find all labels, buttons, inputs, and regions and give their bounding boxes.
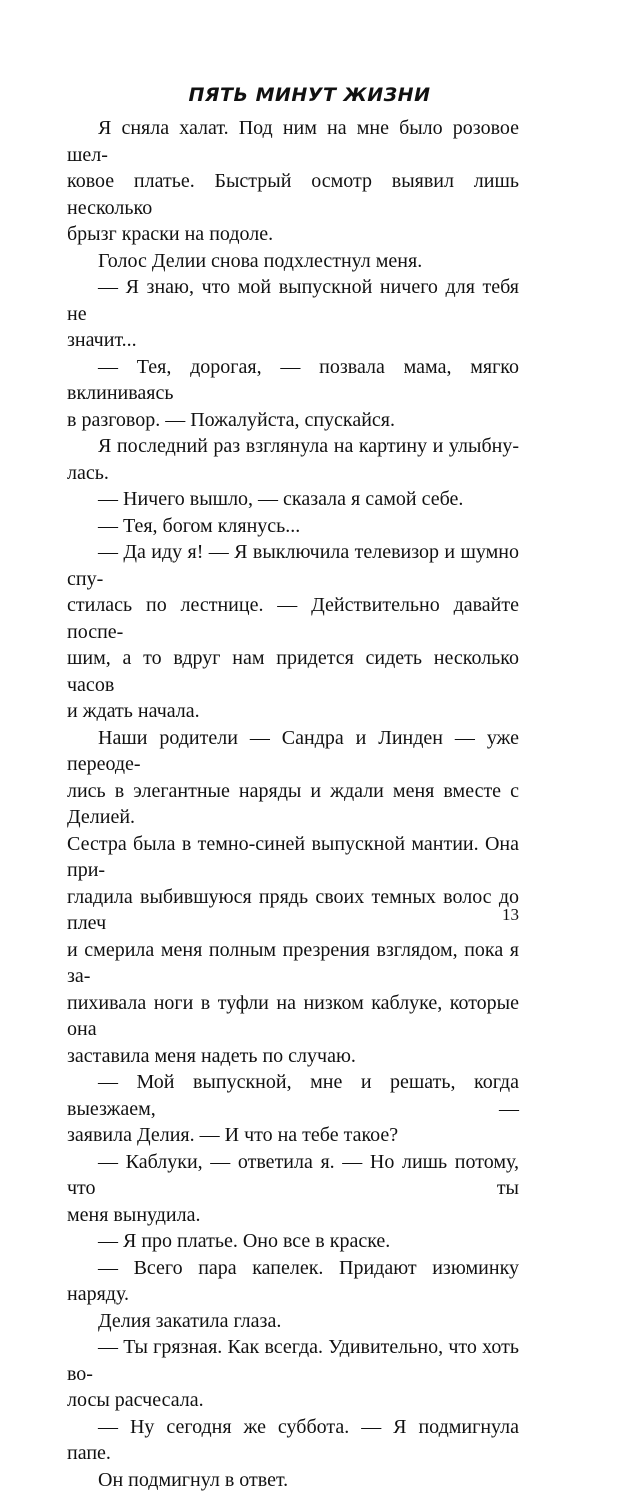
text-line: лась. xyxy=(67,460,519,487)
text-line: — Каблуки, — ответила я. — Но лишь потому, что ты xyxy=(67,1149,519,1202)
text-line: — Мой выпускной, мне и решать, когда выезжаем, — xyxy=(67,1069,519,1122)
text-line: лись в элегантные наряды и ждали меня вместе с Делией. xyxy=(67,778,519,831)
text-line: Наши родители — Сандра и Линден — уже переоде- xyxy=(67,725,519,778)
text-line: гладила выбившуюся прядь своих темных волос до плеч xyxy=(67,884,519,937)
text-line: в разговор. — Пожалуйста, спускайся. xyxy=(67,407,519,434)
text-line: Голос Делии снова подхлестнул меня. xyxy=(67,248,519,275)
text-line: и смерила меня полным презрения взглядом, пока я за- xyxy=(67,937,519,990)
text-line: — Тея, дорогая, — позвала мама, мягко вклиниваясь xyxy=(67,354,519,407)
text-line: — Всего пара капелек. Придают изюминку наряду. xyxy=(67,1255,519,1308)
body-text xyxy=(67,115,519,1493)
text-line: Я последний раз взглянула на картину и улыбну- xyxy=(67,433,519,460)
text-line: — Я знаю, что мой выпускной ничего для тебя не xyxy=(67,274,519,327)
text-line: Сестра была в темно-синей выпускной мантии. Она при- xyxy=(67,831,519,884)
text-line: заставила меня надеть по случаю. xyxy=(67,1043,519,1070)
text-line: пихивала ноги в туфли на низком каблуке, которые она xyxy=(67,990,519,1043)
text-line: брызг краски на подоле. xyxy=(67,221,519,248)
text-line: значит... xyxy=(67,327,519,354)
text-line: и ждать начала. xyxy=(67,698,519,725)
text-line: Делия закатила глаза. xyxy=(67,1308,519,1335)
text-line: — Я про платье. Оно все в краске. xyxy=(67,1228,519,1255)
text-line: ковое платье. Быстрый осмотр выявил лишь несколько xyxy=(67,168,519,221)
text-line: — Ничего вышло, — сказала я самой себе. xyxy=(67,486,519,513)
text-line: — Ну сегодня же суббота. — Я подмигнула папе. xyxy=(67,1414,519,1467)
page-number: 13 xyxy=(502,905,519,925)
text-line: — Да иду я! — Я выключила телевизор и шумно спу- xyxy=(67,539,519,592)
text-line: стилась по лестнице. — Действительно давайте поспе- xyxy=(67,592,519,645)
text-line: лосы расчесала. xyxy=(67,1387,519,1414)
running-header: ПЯТЬ МИНУТ ЖИЗНИ xyxy=(0,84,619,106)
text-line: Он подмигнул в ответ. xyxy=(67,1467,519,1493)
text-line: шим, а то вдруг нам придется сидеть несколько часов xyxy=(67,645,519,698)
text-line: — Тея, богом клянусь... xyxy=(67,513,519,540)
text-line: — Ты грязная. Как всегда. Удивительно, что хоть во- xyxy=(67,1334,519,1387)
text-line: Я сняла халат. Под ним на мне было розовое шел- xyxy=(67,115,519,168)
text-line: заявила Делия. — И что на тебе такое? xyxy=(67,1122,519,1149)
text-line: меня вынудила. xyxy=(67,1202,519,1229)
